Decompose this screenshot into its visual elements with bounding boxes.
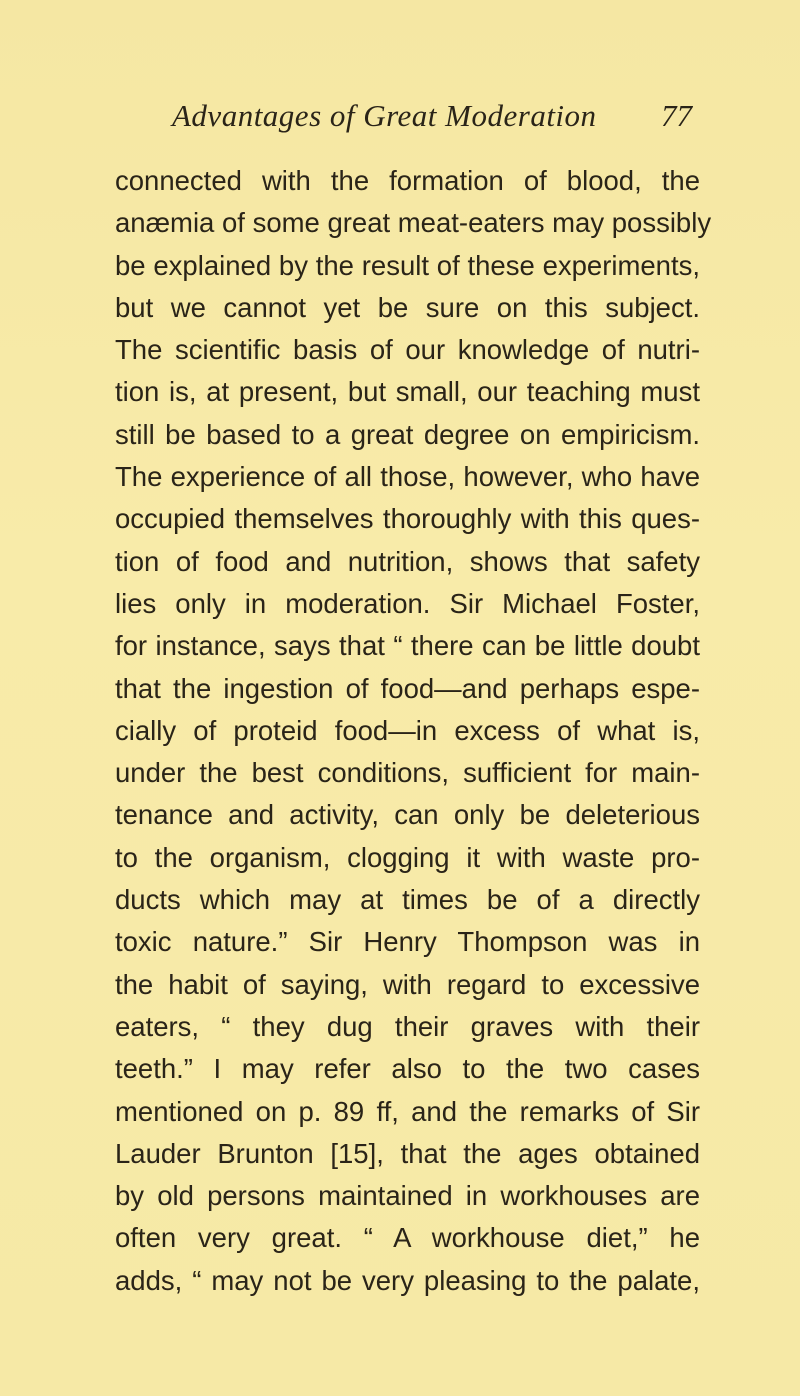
text-line: Lauder Brunton [15], that the ages obtained — [115, 1137, 700, 1169]
text-line: tenance and activity, can only be deleterious — [115, 799, 700, 831]
text-line: tion of food and nutrition, shows that safety — [115, 545, 700, 577]
text-line: for instance, says that “ there can be little doubt — [115, 630, 700, 662]
text-line: the habit of saying, with regard to excessive — [115, 968, 700, 1000]
body-text — [115, 160, 712, 1302]
text-line: The experience of all those, however, who have — [115, 461, 700, 493]
text-line: occupied themselves thoroughly with this ques- — [115, 503, 700, 535]
text-line: connected with the formation of blood, the — [115, 165, 700, 196]
text-line: lies only in moderation. Sir Michael Foster, — [115, 587, 700, 619]
text-line: still be based to a great degree on empiricism. — [115, 418, 700, 450]
text-line: to the organism, clogging it with waste pro- — [115, 841, 700, 873]
text-line: but we cannot yet be sure on this subject. — [115, 291, 700, 323]
text-line: eaters, “ they dug their graves with their — [115, 1010, 700, 1042]
text-line: toxic nature.” Sir Henry Thompson was in — [115, 926, 700, 958]
text-line: adds, “ may not be very pleasing to the palate, — [115, 1264, 700, 1296]
text-line: tion is, at present, but small, our teaching must — [115, 376, 700, 408]
running-title: Advantages of Great Moderation — [172, 98, 597, 133]
page-header — [0, 98, 800, 148]
page-number: 77 — [661, 98, 692, 133]
text-line: The scientific basis of our knowledge of nutri- — [115, 334, 700, 366]
text-line: teeth.” I may refer also to the two cases — [115, 1053, 700, 1085]
text-line: be explained by the result of these experiments, — [115, 249, 700, 281]
text-line: mentioned on p. 89 ff, and the remarks of Sir — [115, 1095, 700, 1127]
text-line: that the ingestion of food—and perhaps espe- — [115, 672, 700, 704]
text-line: anæmia of some great meat-eaters may possibly — [115, 207, 712, 239]
text-line: often very great. “ A workhouse diet,” he — [115, 1222, 700, 1254]
text-line: ducts which may at times be of a directly — [115, 884, 700, 916]
text-line: cially of proteid food—in excess of what is, — [115, 714, 700, 746]
text-line: under the best conditions, sufficient for main- — [115, 757, 700, 789]
text-line: by old persons maintained in workhouses are — [115, 1180, 700, 1212]
